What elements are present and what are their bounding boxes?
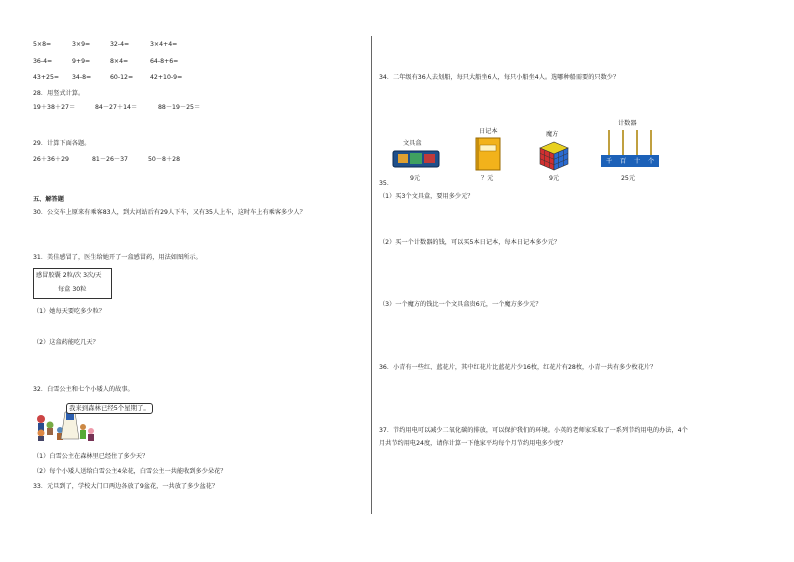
- question-33: 33．元旦到了，学校大门口两边各放了9盆花，一共放了多少盆花？: [33, 483, 219, 490]
- medicine-label-line1: 感冒胶囊 2粒/次 3次/天: [36, 272, 102, 279]
- oral-calc-2: 3×9=: [72, 41, 91, 48]
- question-32: 32．白雪公主和七个小矮人的故事。: [33, 386, 134, 393]
- item-label-abacus: 计数器: [618, 120, 637, 127]
- item-price-pencil-box: 9元: [410, 175, 421, 182]
- medicine-label-line2: 每盒 30粒: [58, 286, 87, 293]
- pencil-box-icon: [392, 149, 440, 169]
- abacus-label-hundreds: 百: [620, 158, 627, 165]
- oral-calc-12: 42+10-9=: [150, 74, 183, 81]
- oral-calc-1: 5×8=: [33, 41, 52, 48]
- question-29: 29．计算下面各题。: [33, 140, 91, 147]
- oral-calc-7: 8×4=: [110, 58, 129, 65]
- q32-sub-1: （1）白雪公主在森林里已经住了多少天？: [33, 453, 149, 460]
- q35-sub-1: （1）买3个文具盒，要用多少元？: [379, 193, 474, 200]
- oral-calc-9: 43+25=: [33, 74, 60, 81]
- question-31: 31．美佳感冒了，医生给她开了一盒感冒药，用法如图所示。: [33, 254, 202, 261]
- column-divider: [371, 36, 372, 514]
- item-label-rubiks-cube: 魔方: [546, 131, 559, 138]
- notebook-icon: [475, 137, 501, 171]
- q29-item-1: 26＋36＋29: [33, 156, 69, 163]
- item-price-rubiks-cube: 9元: [549, 175, 560, 182]
- question-34: 34．二年级有36人去划船，每只大船坐6人，每只小船坐4人。选哪种船需要的只数少？: [379, 74, 620, 81]
- oral-calc-8: 64-8+6=: [150, 58, 179, 65]
- q29-item-2: 81－26－37: [92, 156, 128, 163]
- question-28: 28．用竖式计算。: [33, 90, 85, 97]
- item-price-abacus: 25元: [621, 175, 636, 182]
- q29-item-3: 50－8＋28: [148, 156, 181, 163]
- q28-item-3: 88－19－25＝: [158, 104, 201, 111]
- question-30: 30．公交车上原来有乘客83人，到大河站后有29人下车，又有35人上车，这时车上有乘客多少人？: [33, 209, 306, 216]
- abacus-label-thousands: 千: [606, 158, 613, 165]
- oral-calc-10: 34-8=: [72, 74, 92, 81]
- oral-calc-11: 60-12=: [110, 74, 134, 81]
- oral-calc-4: 3×4+4=: [150, 41, 178, 48]
- q28-item-1: 19＋38＋27＝: [33, 104, 76, 111]
- item-price-notebook: ？元: [481, 175, 494, 182]
- q31-sub-1: （1）她每天要吃多少粒？: [33, 308, 105, 315]
- q32-sub-2: （2）每个小矮人送给白雪公主4朵花，白雪公主一共能收到多少朵花？: [33, 468, 227, 475]
- question-37-line1: 37．节约用电可以减少二氧化碳的排放，可以保护我们的环境。小英的老师家采取了一系列节约用电的办法，4个: [379, 427, 688, 434]
- q35-sub-2: （2）买一个计数器的钱，可以买5本日记本，每本日记本多少元？: [379, 239, 561, 246]
- item-label-notebook: 日记本: [479, 128, 498, 135]
- q31-sub-2: （2）这盒药能吃几天？: [33, 339, 99, 346]
- question-37-line2: 月共节约用电24度，请你计算一下他家平均每个月节约用电多少度？: [379, 440, 567, 447]
- q28-item-2: 84－27＋14＝: [95, 104, 138, 111]
- rubiks-cube-icon: [538, 140, 570, 172]
- speech-bubble: 我来到森林已经5个星期了。: [66, 403, 153, 414]
- abacus-label-ones: 个: [648, 158, 655, 165]
- section-title: 五、解答题: [33, 196, 64, 203]
- oral-calc-3: 32-4=: [110, 41, 130, 48]
- oral-calc-5: 36-4=: [33, 58, 53, 65]
- question-36: 36．小青有一些红、蓝花片，其中红花片比蓝花片少16枚，红花片有28枚，小青一共有多少枚花片？: [379, 364, 657, 371]
- item-label-pencil-box: 文具盒: [403, 140, 422, 147]
- oral-calc-6: 9+9=: [72, 58, 91, 65]
- abacus-label-tens: 十: [634, 158, 641, 165]
- q35-sub-3: （3）一个魔方的钱比一个文具盒贵6元，一个魔方多少元？: [379, 301, 542, 308]
- question-35: 35．: [379, 180, 394, 187]
- medicine-label-box: [33, 268, 112, 299]
